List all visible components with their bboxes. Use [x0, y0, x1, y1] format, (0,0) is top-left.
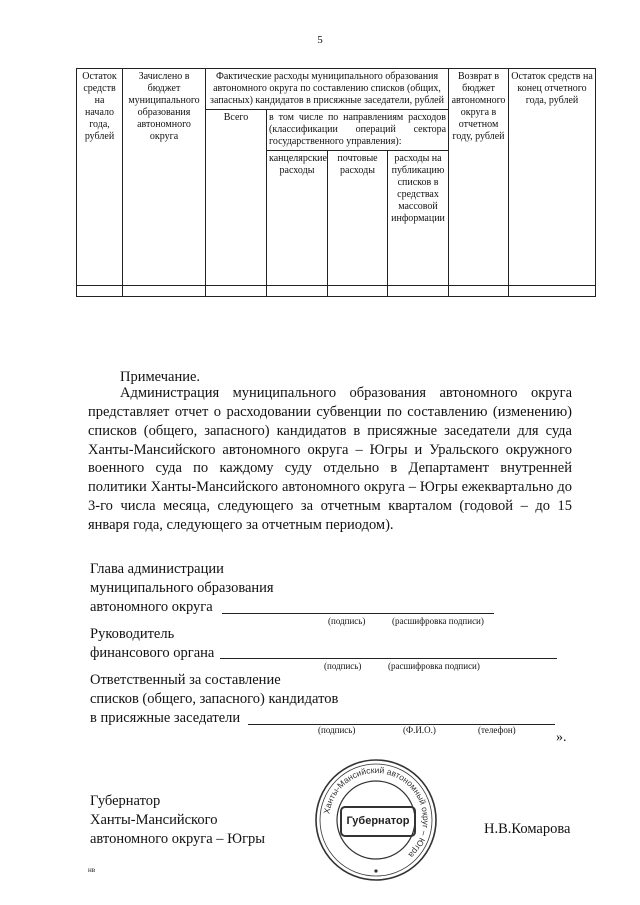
head-cap-decoding: (расшифровка подписи) [392, 616, 484, 626]
header-office-expenses: канцелярские расходы [267, 151, 328, 286]
finance-signature-line [220, 658, 557, 659]
finance-cap-decoding: (расшифровка подписи) [388, 661, 480, 671]
governor-name: Н.В.Комарова [484, 821, 571, 837]
finance-cap-signature: (подпись) [324, 661, 362, 671]
resp-cap-fio: (Ф.И.О.) [403, 725, 436, 735]
stamp-center-label: Губернатор [340, 806, 416, 837]
header-return: Возврат в бюджет автономного округа в отчетном году, рублей [449, 69, 509, 286]
table-row [77, 286, 596, 297]
governor-title [90, 792, 265, 849]
page-number: 5 [317, 34, 323, 46]
governor-line-1: Губернатор [90, 793, 161, 809]
header-by-directions: в том числе по направлениям расходов (классификации операций сектора государственного управления): [267, 110, 449, 151]
finance-label-2: финансового органа [90, 645, 215, 661]
resp-label-3: в присяжные заседатели [90, 710, 241, 726]
head-signature-line [222, 613, 494, 614]
stamp-ring-text: Ханты-Мансийский автономный округ – Югра [321, 764, 432, 861]
resp-cap-signature: (подпись) [318, 725, 356, 735]
head-label-1: Глава администрации [90, 561, 224, 577]
head-label-3: автономного округа [90, 599, 213, 615]
head-label-2: муниципального образования [90, 580, 274, 596]
header-actual-expenses: Фактические расходы муниципального образования автономного округа по составлению списков (общих, запасных) кандидатов в присяжные заседатели, рублей [206, 69, 449, 110]
finance-label-1: Руководитель [90, 626, 175, 642]
header-total: Всего [206, 110, 267, 286]
header-postal-expenses: почтовые расходы [328, 151, 388, 286]
closing-quote: ». [556, 730, 567, 745]
governor-line-3: автономного округа – Югры [90, 831, 266, 847]
note-title: Примечание. [120, 369, 201, 385]
header-end-balance: Остаток средств на конец отчетного года, рублей [509, 69, 596, 286]
resp-cap-phone: (телефон) [478, 725, 516, 735]
note-text: Администрация муниципального образования автономного округа представляет отчет о расходовании субвенции по составлению (изменению) списков (общего, запасного) кандидатов в присяжные заседатели для суда Ханты-Мансийского автономного округа – Югры и Уральского окружного военного суда по каждому суду отдельно в Департамент внутренней политики Ханты-Мансийского автономного округа – Югры ежеквартально до 3-го числа месяца, следующего за отчетным кварталом (годовой – до 15 января года, следующего за отчетным периодом). [88, 385, 572, 533]
header-received: Зачислено в бюджет муниципального образования автономного округа [123, 69, 206, 286]
expense-report-table [76, 68, 596, 297]
resp-label-2: списков (общего, запасного) кандидатов [90, 691, 339, 707]
resp-label-1: Ответственный за составление [90, 672, 281, 688]
footer-initials: нв [88, 866, 96, 874]
header-start-balance: Остаток средств на начало года, рублей [77, 69, 123, 286]
governor-line-2: Ханты-Мансийского [90, 812, 218, 828]
header-publication-expenses: расходы на публикацию списков в средствах массовой информации [388, 151, 449, 286]
head-cap-signature: (подпись) [328, 616, 366, 626]
